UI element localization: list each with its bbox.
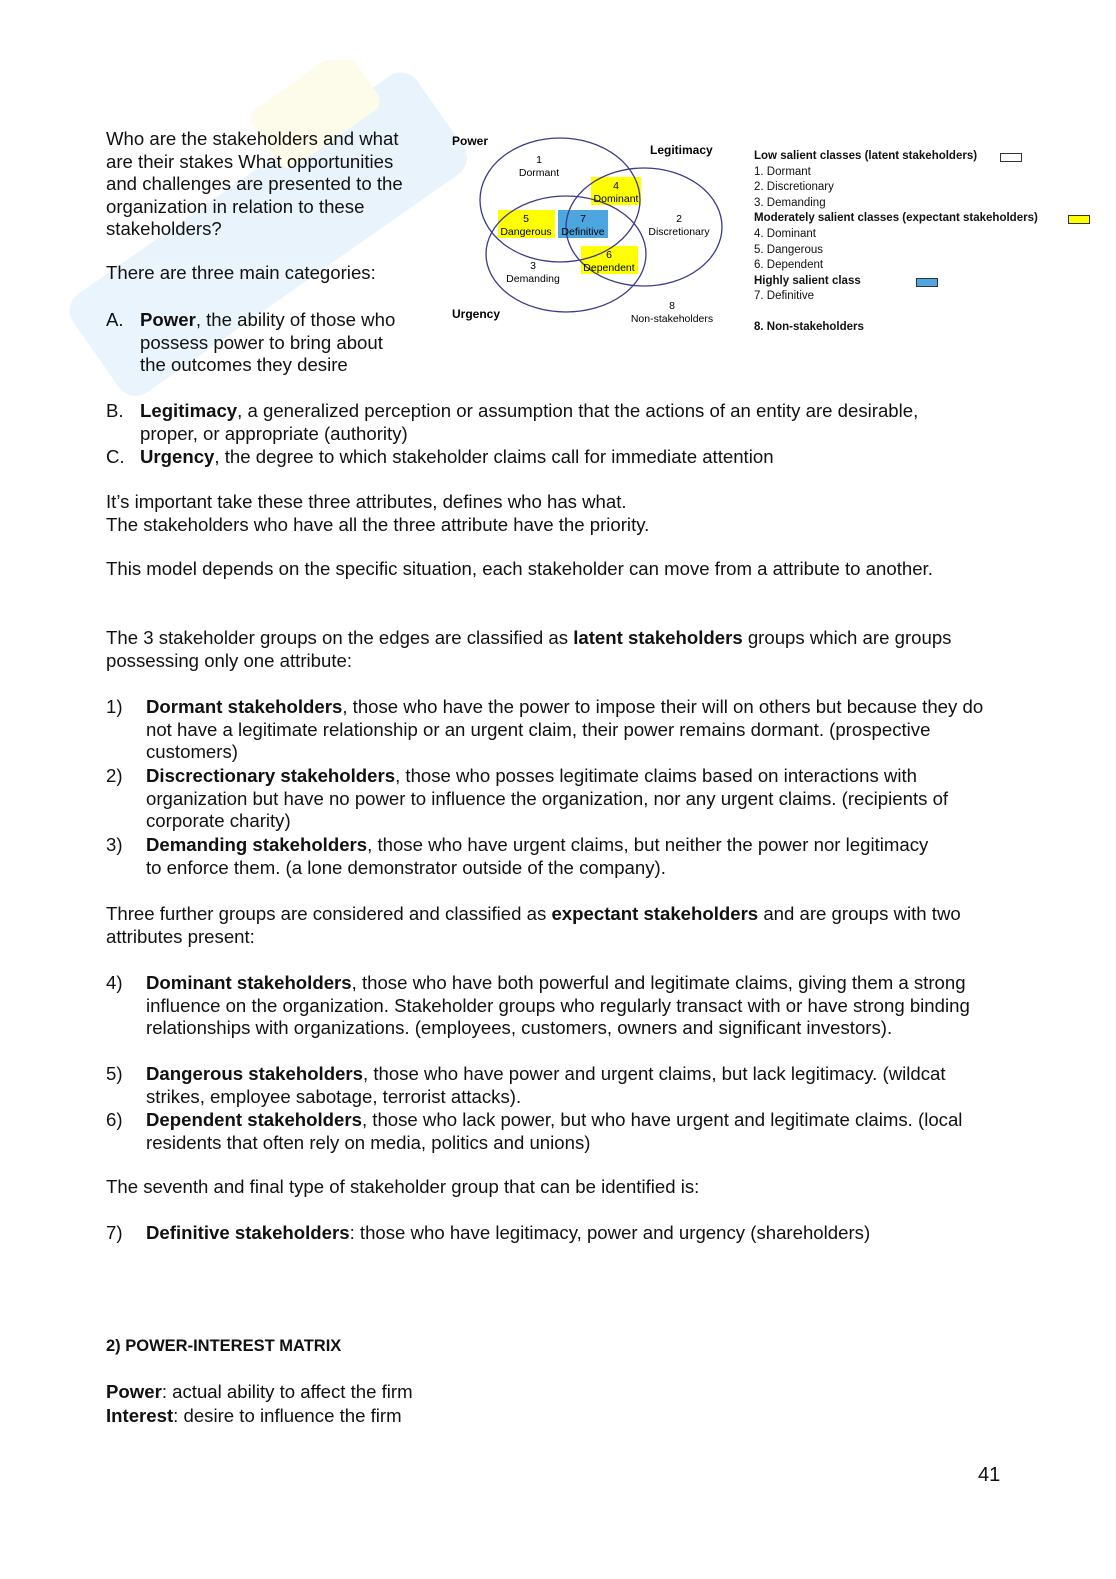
legend-swatch-blue [916, 278, 938, 287]
group-text: , those who posses legitimate claims based on interactions with organization but have no power to influence the organization, nor any urgent claims. (recipients of corporate charity) [146, 765, 949, 832]
legend-item: 5. Dangerous [754, 243, 824, 256]
paragraph-seventh: The seventh and final type of stakeholder group that can be identified is: [106, 1176, 700, 1197]
list-marker: C. [106, 446, 125, 467]
text-run: groups which are groups possessing only one attribute: [106, 627, 952, 671]
region-2-name: Discretionary [648, 226, 710, 238]
category-text: , the degree to which stakeholder claims call for immediate attention [214, 446, 774, 467]
region-7-name: Definitive [561, 226, 605, 238]
group-term: Dominant stakeholders [146, 972, 352, 993]
legend-item: 1. Dormant [754, 165, 811, 178]
legend-item: 3. Demanding [754, 196, 826, 209]
list-marker: 4) [106, 972, 123, 993]
text-run: and are groups with two attributes present: [106, 903, 961, 947]
category-term: Power [140, 309, 196, 330]
legend-high-title [754, 274, 1104, 290]
category-term: Legitimacy [140, 400, 238, 421]
bold-term: Interest [106, 1405, 174, 1426]
list-marker: A. [106, 309, 124, 330]
section2-power-line [106, 1381, 1006, 1404]
list-marker: 7) [106, 1222, 123, 1243]
category-term: Urgency [140, 446, 215, 467]
power-label: Power [452, 134, 489, 148]
legend-moderate-title-text: Moderately salient classes (expectant stakeholders) [754, 212, 1038, 225]
region-1-name: Dormant [518, 167, 560, 179]
page-number: 41 [978, 1464, 1001, 1486]
categories-heading: There are three main categories: [106, 262, 376, 283]
section2-interest-line [106, 1405, 1006, 1428]
group-text: , those who lack power, but who have urgent and legitimate claims. (local residents that often rely on media, politics and unions) [146, 1109, 963, 1153]
intro-question: Who are the stakeholders and what are their stakes What opportunities and challenges are presented to the organization in relation to these stakeholders? [106, 128, 403, 240]
legend-item: 6. Dependent [754, 259, 824, 272]
legend-high-title-text: Highly salient class [754, 274, 861, 287]
region-6-name: Dependent [583, 262, 635, 274]
legend-swatch-white [1000, 153, 1022, 162]
bold-term: Power [106, 1381, 162, 1402]
legend-item: 7. Definitive [754, 290, 815, 303]
region-2-num: 2 [676, 213, 682, 225]
region-8-name: Non-stakeholders [630, 313, 714, 325]
region-3-name: Demanding [506, 273, 560, 285]
group-term: Dependent stakeholders [146, 1109, 362, 1130]
list-marker: 6) [106, 1109, 123, 1130]
list-marker: 2) [106, 765, 123, 786]
urgency-label: Urgency [452, 307, 501, 321]
group-term: Demanding stakeholders [146, 834, 368, 855]
list-marker: 1) [106, 696, 123, 717]
group-term: Definitive stakeholders [146, 1222, 350, 1243]
group-text: , those who have the power to impose their will on others but because they do not have a legitimate relationship or an urgent claim, their power remains dormant. (prospective customers) [146, 696, 984, 763]
legend-low-title [754, 149, 1104, 165]
legend-low-title-text: Low salient classes (latent stakeholders) [754, 150, 978, 162]
salience-legend [754, 149, 1104, 336]
bold-term: expectant stakeholders [551, 903, 759, 924]
legend-non-stakeholders: 8. Non-stakeholders [754, 320, 864, 333]
text-run: Three further groups are considered and classified as [106, 903, 552, 924]
region-5-name: Dangerous [500, 226, 552, 238]
group-text: , those who have urgent claims, but neither the power nor legitimacy to enforce them. (a lone demonstrator outside of the company). [146, 834, 929, 878]
paragraph-line: It’s important take these three attributes, defines who has what. [106, 491, 627, 512]
region-8-num: 8 [669, 300, 675, 312]
list-marker: 5) [106, 1063, 123, 1084]
region-4-name: Dominant [593, 193, 639, 205]
region-5-num: 5 [523, 213, 529, 225]
category-text: , a generalized perception or assumption that the actions of an entity are desirable, proper, or appropriate (authority) [140, 400, 919, 444]
paragraph-line: The stakeholders who have all the three attribute have the priority. [106, 513, 650, 535]
category-text: , the ability of those who possess power to bring about the outcomes they desire [140, 309, 396, 376]
text-run: : actual ability to affect the firm [161, 1381, 413, 1402]
legend-item: 4. Dominant [754, 227, 817, 240]
region-3-num: 3 [530, 260, 536, 272]
region-7-num: 7 [580, 213, 586, 225]
group-text: : those who have legitimacy, power and urgency (shareholders) [349, 1222, 871, 1243]
paragraph-latent [106, 627, 986, 672]
group-term: Dormant stakeholders [146, 696, 343, 717]
region-4-num: 4 [613, 180, 619, 192]
section-heading: 2) POWER-INTEREST MATRIX [106, 1337, 342, 1355]
group-text: , those who have power and urgent claims, but lack legitimacy. (wildcat strikes, employee sabotage, terrorist attacks). [146, 1063, 946, 1107]
group-term: Dangerous stakeholders [146, 1063, 363, 1084]
list-marker: 3) [106, 834, 123, 855]
paragraph-model: This model depends on the specific situation, each stakeholder can move from a attribute to another. [106, 558, 933, 579]
legend-swatch-yellow [1068, 215, 1090, 224]
paragraph-expectant [106, 903, 986, 948]
legend-moderate-title [754, 211, 1104, 227]
list-marker: B. [106, 400, 124, 421]
paragraph-attributes [106, 491, 1006, 536]
group-text: , those who have both powerful and legitimate claims, giving them a strong influence on the organization. Stakeholder groups who regularly transact with or have strong binding relationships with organizations. (employees, customers, owners and significant investors). [146, 972, 970, 1039]
legend-item: 2. Discretionary [754, 181, 834, 194]
bold-term: latent stakeholders [573, 627, 743, 648]
text-run: The 3 stakeholder groups on the edges are classified as [106, 627, 574, 648]
region-6-num: 6 [606, 249, 612, 261]
group-term: Discrectionary stakeholders [146, 765, 396, 786]
legitimacy-label: Legitimacy [650, 143, 713, 157]
region-1-num: 1 [536, 154, 542, 166]
text-run: : desire to influence the firm [173, 1405, 402, 1426]
